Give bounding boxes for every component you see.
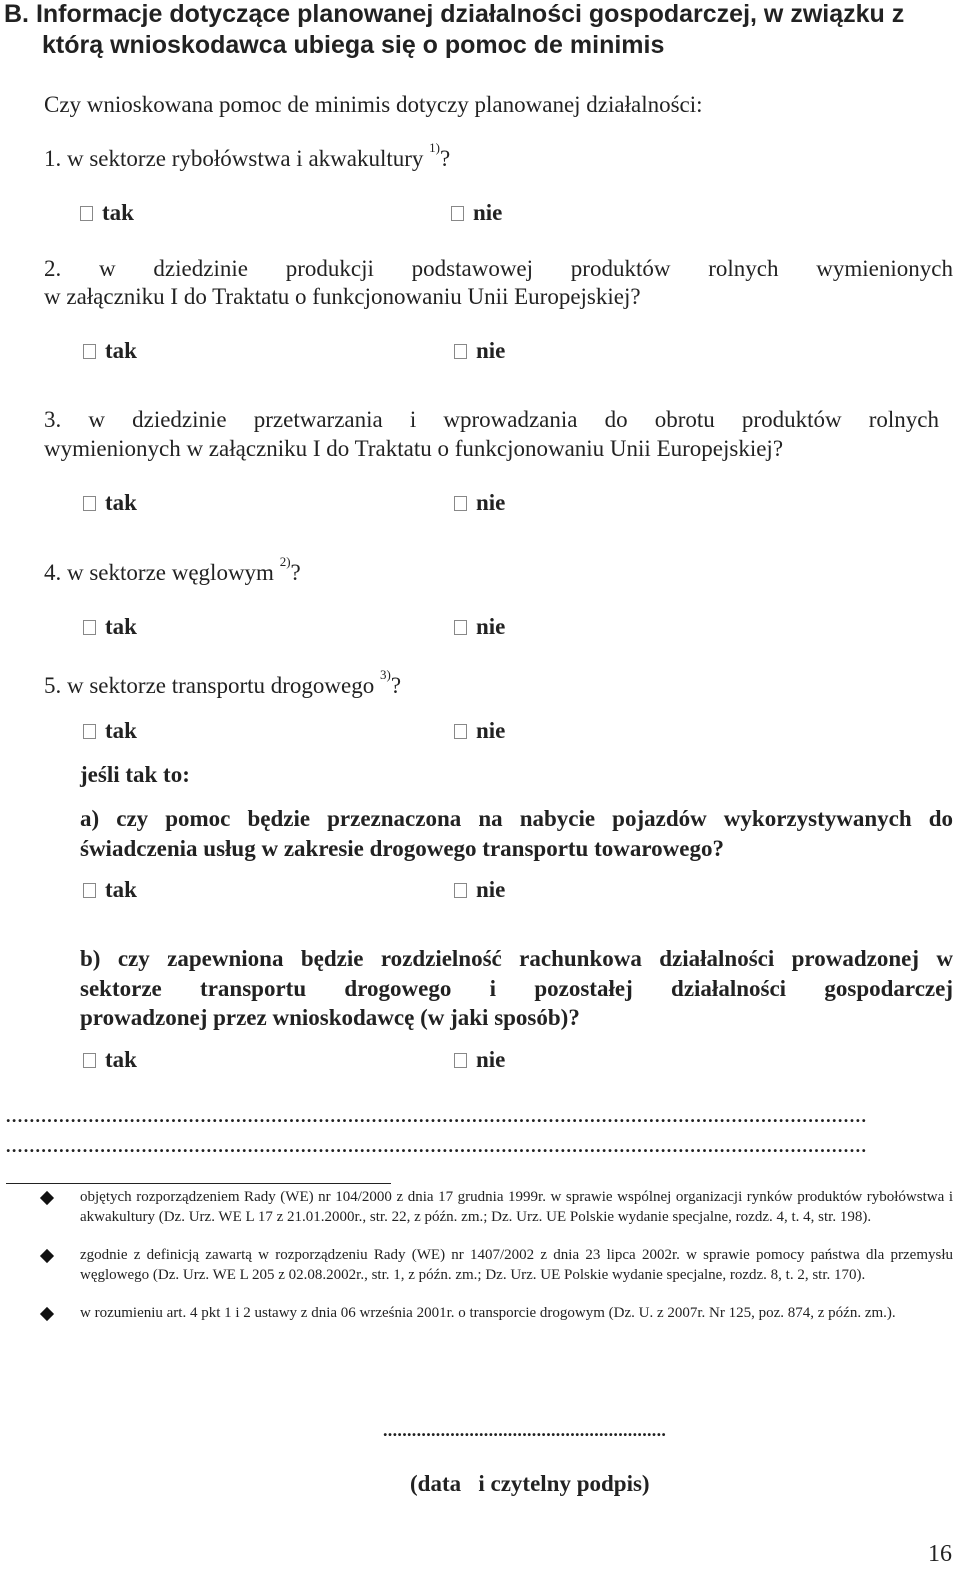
if-yes-label: jeśli tak to:: [80, 762, 190, 787]
checkbox-icon[interactable]: [83, 496, 96, 511]
section-title-line2: którą wnioskodawca ubiega się o pomoc de minimis: [42, 31, 665, 59]
footnote-1: objętych rozporządzeniem Rady (WE) nr 104/2000 z dnia 17 grudnia 1999r. w sprawie wspólnej organizacji rynków produktów rybołówstwa i akwakultury (Dz. Urz. WE L 17 z 21.01.2000r., str. 22, z późn. zm.; Dz. Urz. UE Polskie wydanie specjalne, rozdz. 4, t. 4, str. 198).: [80, 1189, 953, 1225]
q5-option-yes[interactable]: tak: [83, 718, 137, 744]
checkbox-icon[interactable]: [454, 344, 467, 359]
question-2-line1: 2. w dziedzinie produkcji podstawowej produktów rolnych wymienionych: [44, 256, 953, 281]
question-2-line2: w załączniku I do Traktatu o funkcjonowaniu Unii Europejskiej?: [44, 284, 641, 309]
question-4: 4. w sektorze węglowym $^{2)}$?: [44, 554, 301, 585]
question-5a-line2: świadczenia usług w zakresie drogowego transportu towarowego?: [80, 836, 724, 861]
q5b-option-no[interactable]: nie: [454, 1047, 505, 1073]
q4-option-yes[interactable]: tak: [83, 614, 137, 640]
question-5b-line3: prowadzonej przez wnioskodawcę (w jaki sposób)?: [80, 1005, 580, 1030]
page-number: 16: [928, 1541, 952, 1567]
checkbox-icon[interactable]: [83, 1053, 96, 1068]
diamond-bullet-icon: [40, 1307, 54, 1321]
q5-option-no[interactable]: nie: [454, 718, 505, 744]
q5b-option-yes[interactable]: tak: [83, 1047, 137, 1073]
question-5b-line2: sektorze transportu drogowego i pozostałej działalności gospodarczej: [80, 976, 953, 1001]
q4-option-no[interactable]: nie: [454, 614, 505, 640]
question-5a-line1: a) czy pomoc będzie przeznaczona na nabycie pojazdów wykorzystywanych do: [80, 806, 953, 831]
checkbox-icon[interactable]: [83, 724, 96, 739]
question-intro: Czy wnioskowana pomoc de minimis dotyczy planowanej działalności:: [44, 92, 703, 117]
checkbox-icon[interactable]: [451, 206, 464, 221]
section-title-line1: B. Informacje dotyczące planowanej działalności gospodarczej, w związku z: [4, 0, 905, 28]
answer-dotted-line-1: ..................................................................................................................................................: [6, 1106, 868, 1126]
checkbox-icon[interactable]: [454, 620, 467, 635]
checkbox-icon[interactable]: [454, 883, 467, 898]
question-5: 5. w sektorze transportu drogowego $^{3)}$?: [44, 667, 402, 698]
signature-dotted-line: ...........................................................: [383, 1420, 667, 1440]
checkbox-icon[interactable]: [80, 206, 93, 221]
signature-label: (data i czytelny podpis): [410, 1471, 650, 1496]
checkbox-icon[interactable]: [454, 496, 467, 511]
checkbox-icon[interactable]: [83, 620, 96, 635]
footnote-2: zgodnie z definicją zawartą w rozporządzeniu Rady (WE) nr 1407/2002 z dnia 23 lipca 2002r. w sprawie pomocy państwa dla przemysłu węglowego (Dz. Urz. WE L 205 z 02.08.2002r., str. 1, z późn. zm.; Dz. Urz. UE Polskie wydanie specjalne, rozdz. 8, t. 2, str. 170).: [80, 1247, 953, 1283]
diamond-bullet-icon: [40, 1249, 54, 1263]
diamond-bullet-icon: [40, 1191, 54, 1205]
checkbox-icon[interactable]: [83, 344, 96, 359]
footnote-3: w rozumieniu art. 4 pkt 1 i 2 ustawy z dnia 06 września 2001r. o transporcie drogowym (Dz. U. z 2007r. Nr 125, poz. 874, z późn. zm.).: [80, 1305, 896, 1321]
q3-option-yes[interactable]: tak: [83, 490, 137, 516]
footnote-separator: [6, 1183, 391, 1184]
checkbox-icon[interactable]: [83, 883, 96, 898]
answer-dotted-line-2: ..................................................................................................................................................: [6, 1136, 868, 1156]
question-1: 1. w sektorze rybołówstwa i akwakultury $^{1)}$?: [44, 140, 451, 171]
q2-option-yes[interactable]: tak: [83, 338, 137, 364]
question-3-line1: 3. w dziedzinie przetwarzania i wprowadzania do obrotu produktów rolnych: [44, 407, 939, 432]
q3-option-no[interactable]: nie: [454, 490, 505, 516]
question-3-line2: wymienionych w załączniku I do Traktatu o funkcjonowaniu Unii Europejskiej?: [44, 436, 784, 461]
q5a-option-yes[interactable]: tak: [83, 877, 137, 903]
checkbox-icon[interactable]: [454, 1053, 467, 1068]
q1-option-no[interactable]: nie: [451, 200, 502, 226]
checkbox-icon[interactable]: [454, 724, 467, 739]
q5a-option-no[interactable]: nie: [454, 877, 505, 903]
question-5b-line1: b) czy zapewniona będzie rozdzielność rachunkowa działalności prowadzonej w: [80, 946, 953, 971]
q1-option-yes[interactable]: tak: [80, 200, 134, 226]
q2-option-no[interactable]: nie: [454, 338, 505, 364]
